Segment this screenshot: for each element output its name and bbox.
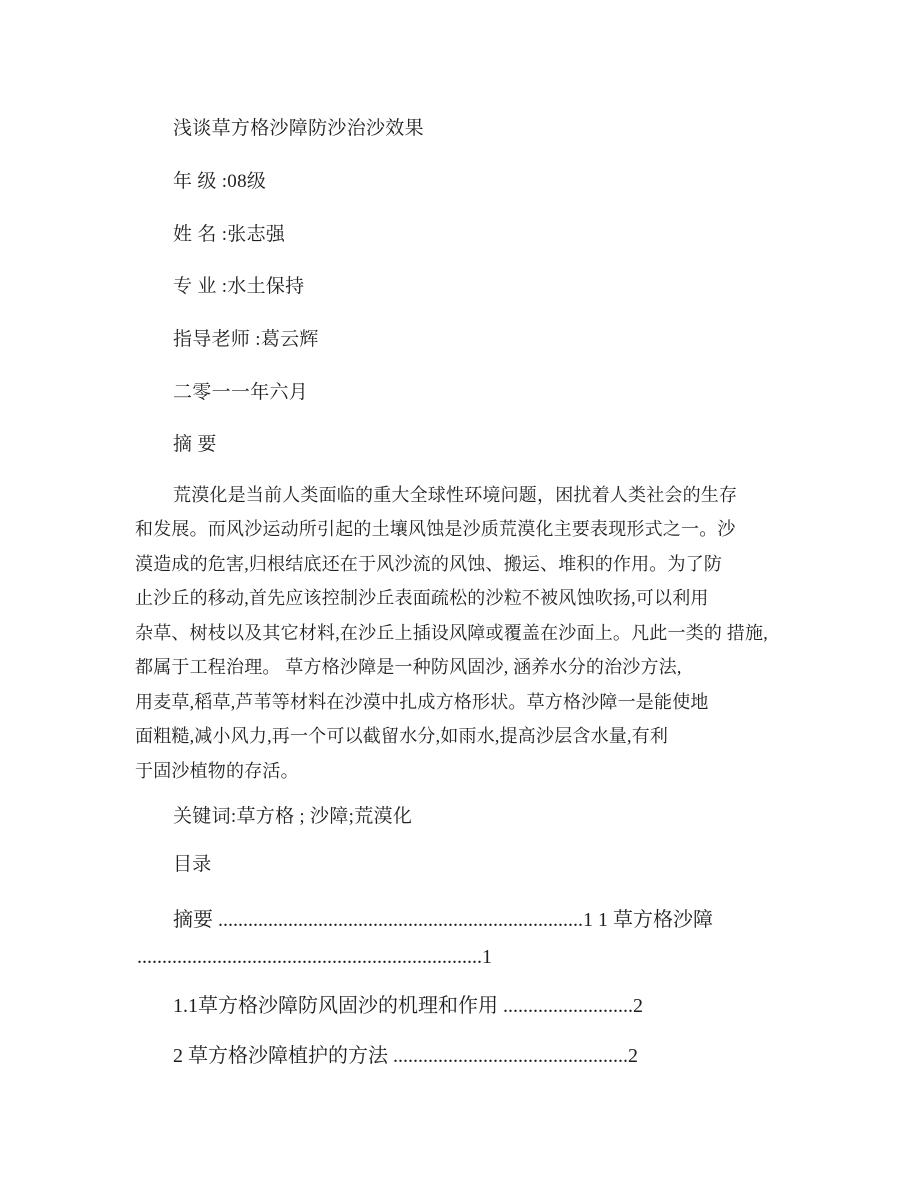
meta-student-name: 姓 名 :张志强	[173, 224, 286, 245]
toc-heading: 目录	[173, 854, 212, 875]
abstract-line: 荒漠化是当前人类面临的重大全球性环境问题，困扰着人类社会的生存	[173, 485, 738, 505]
meta-major: 专 业 :水土保持	[173, 276, 305, 297]
abstract-line: 和发展。而风沙运动所引起的土壤风蚀是沙质荒漠化主要表现形式之一。沙	[135, 519, 736, 539]
abstract-line: 漠造成的危害,归根结底还在于风沙流的风蚀、搬运、堆积的作用。为了防	[135, 554, 723, 574]
abstract-line: 杂草、树枝以及其它材料,在沙丘上插设风障或覆盖在沙面上。凡此一类的 措施,	[135, 623, 768, 643]
keywords-line: 关键词:草方格 ; 沙障;荒漠化	[173, 806, 413, 827]
abstract-line: 用麦草,稻草,芦苇等材料在沙漠中扎成方格形状。草方格沙障一是能使地	[135, 692, 709, 712]
abstract-line: 止沙丘的移动,首先应该控制沙丘表面疏松的沙粒不被风蚀吹扬,可以利用	[135, 588, 709, 608]
doc-title: 浅谈草方格沙障防沙治沙效果	[173, 118, 424, 139]
abstract-line: 面粗糙,减小风力,再一个可以截留水分,如雨水,提高沙层含水量,有利	[135, 726, 669, 746]
toc-entry-2[interactable]: 2 草方格沙障植护的方法 ...............................................2	[173, 1045, 638, 1067]
meta-grade: 年 级 :08级	[173, 171, 267, 192]
abstract-line: 都属于工程治理。 草方格沙障是一种防风固沙, 涵养水分的治沙方法,	[135, 657, 682, 677]
toc-entry-1-1[interactable]: 1.1草方格沙障防风固沙的机理和作用 ..........................2	[173, 995, 643, 1017]
abstract-heading: 摘 要	[173, 434, 217, 455]
abstract-line: 于固沙植物的存活。	[135, 761, 299, 781]
meta-date: 二零一一年六月	[173, 382, 309, 403]
toc-entry-abstract[interactable]: 摘要 .........................................................................1 1 草方格沙障	[173, 909, 713, 931]
toc-entry-continuation[interactable]: .....................................................................1	[137, 946, 492, 968]
meta-advisor: 指导老师 :葛云辉	[173, 329, 319, 350]
